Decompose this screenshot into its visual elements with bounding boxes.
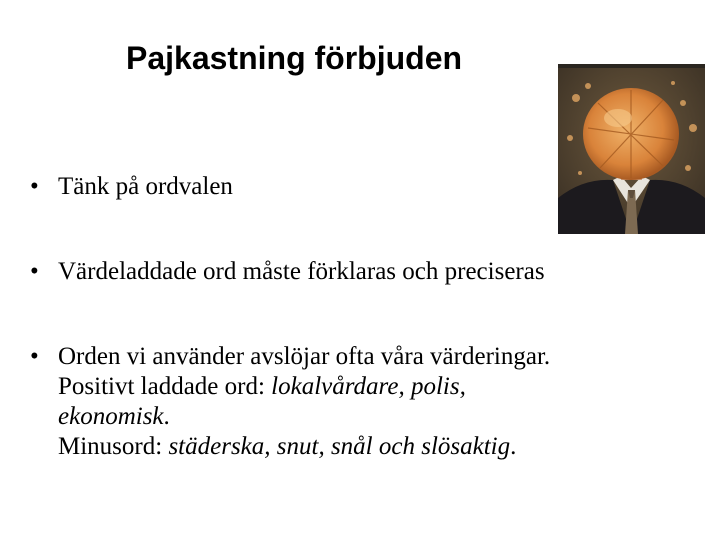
bullet-item-3 <box>30 342 700 462</box>
pie-in-face-illustration <box>558 68 705 234</box>
bullet-marker: • <box>30 173 39 200</box>
positive-words-list: lokalvårdare, polis, <box>271 373 466 400</box>
bullet-item-1 <box>30 172 700 202</box>
bullet-text: Värdeladdade ord måste förklaras och preciseras <box>58 258 545 285</box>
slide-title: Pajkastning förbjuden <box>126 40 463 76</box>
pie-in-face-photo <box>558 64 705 234</box>
bullet-text-line-2 <box>58 372 700 402</box>
bullet-text-line-1: Orden vi använder avslöjar ofta våra värderingar. <box>58 343 551 370</box>
bullet-marker: • <box>30 258 39 285</box>
punctuation: . <box>510 433 517 460</box>
negative-words-list: städerska, snut, snål och slösaktig <box>168 433 511 460</box>
bullet-text: Tänk på ordvalen <box>58 173 233 200</box>
bullet-text-line-4 <box>58 432 700 462</box>
punctuation: . <box>163 403 170 430</box>
bullet-text-line-3 <box>58 402 700 432</box>
bullet-marker: • <box>30 343 39 370</box>
bullet-item-2 <box>30 257 700 287</box>
positive-words-label: Positivt laddade ord: <box>58 373 272 400</box>
negative-words-label: Minusord: <box>58 433 169 460</box>
positive-words-list-cont: ekonomisk <box>58 403 164 430</box>
